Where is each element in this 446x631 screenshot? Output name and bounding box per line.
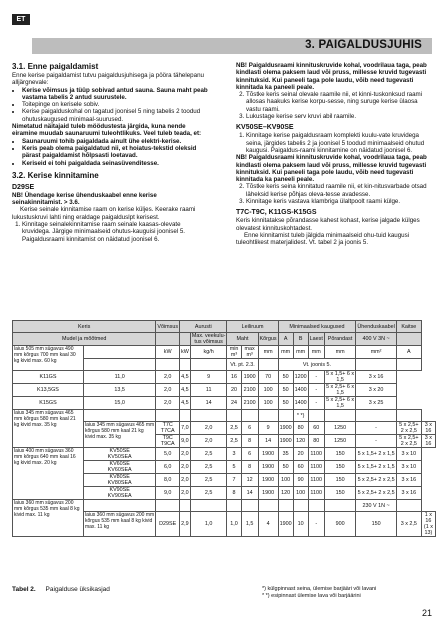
table-cell: [293, 500, 308, 512]
table-cell: 1,0: [227, 512, 241, 537]
table-cell: 80: [293, 422, 308, 435]
table-cell: 9: [258, 422, 278, 435]
table-cell: mm: [278, 346, 293, 359]
table-header: Mudel ja mõõtmed: [13, 333, 156, 346]
heading-t7c: T7C-T9C, K11GS-K15GS: [236, 209, 317, 217]
table-header: Kaitse: [396, 321, 421, 333]
table-cell: 2,0: [156, 384, 180, 397]
table-cell: 150: [324, 461, 356, 474]
list-item: 1. Kinnitage seinalekinnitamise raam seinale kaasas-olevate kruvidega. Järgige minimaalseid ohutus-kauguisi joonisel 5. Paigaldusraami kinnitamist on näidatud joonisel 6.: [22, 221, 208, 243]
table-cell: Vt. pt. 2.3.: [227, 359, 258, 371]
table-cell: 2,5: [190, 448, 227, 461]
table-cell: 150: [324, 448, 356, 461]
table-header: Aurusti: [180, 321, 227, 333]
table-cell: 2,5: [227, 435, 241, 448]
list-item: • Kerise paigalduskohal on tagatud joonisel 5 ning tabelis 2 toodud ohutuskaugused minimaal-suurused.: [22, 108, 208, 123]
checklist-1: [12, 87, 208, 123]
table-cell: 2100: [241, 384, 258, 397]
table-cell: 14: [190, 397, 227, 410]
table-cell: 50: [278, 371, 293, 384]
model-cell: KV80SE KV80SEA: [83, 474, 155, 487]
note: NB! Ühendage kerise ühenduskaabel enne kerise seinakinnitamist. > 3.6.: [12, 191, 157, 207]
table-cell: kW: [180, 346, 191, 359]
table-cell: 14: [258, 435, 278, 448]
table-header: Maht: [227, 333, 258, 346]
table-cell: [190, 359, 227, 371]
paragraph: Nimetatud näitajaid tuleb möödustesta järgida, kuna nende eiramine muudab saunaruumi tuleohtlikuks. Veel tuleb teada, et:: [12, 123, 202, 138]
table-cell: 2,5: [190, 461, 227, 474]
table-cell: * *): [293, 410, 308, 422]
group-dimensions: laius 400 mm sügavus 360 mm kõrgus 640 mm kaal 16 kg kivid max. 20 kg: [13, 448, 84, 500]
table-cell: 5 x 2,5+ 6 x 1,5: [326, 384, 355, 396]
table-cell: mm: [324, 346, 356, 359]
table-cell: 100: [293, 487, 308, 500]
note: NB! Paigaldusraami kinnituskruvide kohal, voodrilaua taga, peab kindlasti olema paksem laud või pruss, millesse kruvid tugevasti kinnituksid. Kui paneeli taga pole laudu, võib need tugevasti kinnitada ka paneeli peale.: [236, 62, 427, 91]
table-cell: [278, 410, 293, 422]
table-cell: mm: [308, 346, 324, 359]
model-cell: KV60SE KV60SEA: [83, 461, 155, 474]
steps-2-cont: [236, 183, 432, 205]
model-cell: K15GS: [13, 397, 84, 410]
table-cell: 7: [227, 474, 241, 487]
table-cell: [258, 359, 278, 371]
table-cell: mm: [258, 346, 278, 359]
table-cell: 50: [278, 461, 293, 474]
table-cell: 10: [293, 512, 308, 537]
table-cell: [324, 500, 356, 512]
table-cell: 3: [227, 448, 241, 461]
table-cell: 9: [190, 371, 227, 384]
table-cell: 120: [278, 487, 293, 500]
table-cell: 5 x 2,5+ 2 x 2,5: [396, 422, 421, 435]
table-cell: 900: [324, 512, 356, 537]
table-cell: kg/h: [190, 346, 227, 359]
table-cell: 150: [324, 474, 356, 487]
footnote: *) külgpinnast seina, ülemise barjääri või lavani: [262, 586, 377, 592]
group-dimensions: laius 360 mm sügavus 200 mm kõrgus 535 mm kaal 8 kg kivid max. 11 kg: [13, 500, 84, 537]
table-cell: 1100: [308, 474, 324, 487]
table-cell: 3 x 20: [356, 384, 396, 397]
table-caption: [12, 586, 110, 593]
table-cell: 2,9: [180, 512, 191, 537]
table-cell: 1200: [293, 371, 308, 384]
list-item: • Toitepinge on kerisele sobiv.: [22, 101, 208, 108]
table-cell: [396, 410, 421, 422]
table-row: [13, 397, 436, 410]
table-header: 400 V 3N ~: [356, 333, 396, 346]
table-cell: 6,0: [156, 461, 180, 474]
table-cell: 2,5: [190, 487, 227, 500]
table-cell: 11: [190, 384, 227, 397]
table-body: [13, 371, 436, 537]
table-cell: 6: [241, 422, 258, 435]
paragraph: Enne kinnitamist tuleb jälgida minimaalseid ohu-tuid kaugusi tuleohtlikest materjalidest. Vt. tabel 2 ja joonis 5.: [236, 231, 410, 247]
table-cell: 8: [241, 435, 258, 448]
table-cell: 90: [293, 474, 308, 487]
table-cell: -: [308, 397, 324, 410]
table-cell: 50: [278, 397, 293, 410]
table-header: Keris: [13, 321, 156, 333]
table-cell: 2100: [241, 397, 258, 410]
table-header: Ühenduskaabel: [356, 321, 396, 333]
table-cell: 1900: [258, 487, 278, 500]
table-header: Kõrgus: [258, 333, 278, 346]
list-item: 2. Tõstke keris seinal olevale raamile nii, et kinni-tuskonksud raami allosas haakuks kerise korpu-sesse, ning suruge kerise ülaosa vastu raami.: [246, 91, 432, 113]
language-tag: ET: [12, 14, 30, 25]
table-cell: [324, 410, 356, 422]
list-item: 3. Kinnitage keris vastava klambriga ülaltpoolt raami külge.: [246, 198, 432, 205]
table-cell: Vt. joonis 5.: [278, 359, 356, 371]
table-cell: 1900: [258, 448, 278, 461]
table-cell: 35: [278, 448, 293, 461]
table-cell: 3 x 2,5: [396, 512, 421, 537]
section-title: 3. PAIGALDUSJUHIS: [305, 39, 422, 51]
table-cell: 2,0: [180, 474, 191, 487]
heading-d29se: D29SE: [12, 183, 35, 191]
caption-text: Paigalduse üksikasjad: [45, 586, 110, 593]
table-cell: 2,5: [227, 422, 241, 435]
table-cell: 100: [258, 397, 278, 410]
table-cell: 7,0: [180, 422, 191, 435]
table-cell: 2,0: [156, 371, 180, 384]
table-cell: 5 x 1,5+ 2 x 1,5: [356, 461, 396, 474]
list-item: • Kerise võimsus ja tüüp sobivad antud sauna. Sauna maht peab vastama tabelis 2 antud suurustele.: [22, 87, 208, 102]
section-title-bar: [32, 38, 432, 54]
footnotes: [262, 586, 376, 600]
table-cell: -: [356, 435, 396, 448]
table-row: [13, 448, 436, 461]
list-item: 1. Kinnitage kerise paigaldusraam komplekti kuulu-vate kruvidega seina, järgides tabelis 2 ja joonisel 5 toodud minimaalseid ohutud kaugusi. Paigaldus-raami kinnitamine on näidatud joonisel 6.: [246, 132, 432, 154]
table-cell: [258, 500, 278, 512]
table-header: [156, 333, 180, 346]
table-cell: 1,0: [190, 512, 227, 537]
table-cell: 11,0: [83, 371, 155, 384]
paragraph: Keris kinnitatakse põrandasse kahest kohast, kerise jalgade külges olevatest kinnituskohtadest.: [236, 217, 420, 232]
table-cell: 15,0: [83, 397, 155, 410]
table-cell: -: [308, 371, 324, 384]
table-cell: [308, 410, 324, 422]
model-cell: KV90SE KV90SEA: [83, 487, 155, 500]
table-cell: [83, 410, 155, 422]
table-cell: 3 x 10: [396, 461, 421, 474]
table-cell: 4,5: [180, 371, 191, 384]
table-cell: 5 x 2,5+ 2 x 2,5: [356, 474, 396, 487]
table-cell: 5 x 1,5+ 6 x 1,5: [326, 371, 355, 383]
table-cell: 2,0: [180, 461, 191, 474]
steps-1: [12, 221, 208, 243]
checklist-2: [12, 138, 208, 167]
list-item: • Keris peab olema paigaldatud nii, et hoiatus-tekstid oleksid pärast paigaldamist hõlpsasti loetavad.: [22, 145, 208, 160]
right-column: [236, 62, 432, 247]
table-cell: [227, 410, 241, 422]
footnote: * *) esipinnast ülemise lava või barjäärini: [262, 593, 361, 599]
table-cell: 14: [241, 487, 258, 500]
table-cell: 3 x 16: [396, 487, 421, 500]
table-cell: 5,0: [156, 448, 180, 461]
table-cell: -: [308, 512, 324, 537]
table-cell: 120: [293, 435, 308, 448]
table-cell: [227, 500, 241, 512]
table-header: Minimaalsed kaugused: [278, 321, 356, 333]
model-cell: T9C T9CA: [156, 435, 180, 448]
note: NB! Paigaldusraami kinnituskruvide kohal, voodrilaua taga, peab kindlasti olema paksem laud või pruss, millesse kruvid tugevasti kinnituksid. Kui paneeli taga pole laudu, võib need tugevasti kinnitada ka paneeli peale.: [236, 154, 427, 184]
table-cell: 1900: [258, 474, 278, 487]
table-cell: 2,0: [190, 435, 227, 448]
steps-1-cont: [236, 91, 432, 120]
table-cell: 3 x 25: [356, 397, 396, 410]
table-cell: 1250: [324, 435, 356, 448]
list-item: • Keriseid ei tohi paigaldada seinasüvenditesse.: [22, 160, 208, 167]
caption-label: Tabel 2.: [12, 586, 36, 593]
table-cell: 3 x 16: [396, 474, 421, 487]
table-cell: 5 x 2,5+ 2 x 2,5: [396, 435, 421, 448]
table-cell: kW: [156, 346, 180, 359]
table-cell: [241, 500, 258, 512]
group-dimensions: laius 505 mm sügavus 490 mm kõrgus 700 mm kaal 30 kg kivid max. 60 kg: [13, 346, 84, 371]
table-cell: 150: [356, 512, 396, 537]
table-cell: [180, 359, 191, 371]
table-cell: [396, 359, 421, 371]
heading-3-1: 3.1. Enne paigaldamist: [12, 62, 99, 71]
table-cell: 1900: [241, 371, 258, 384]
table-header: Max. veekulu-tus võimsus: [191, 333, 226, 345]
table-cell: mm: [293, 346, 308, 359]
table-cell: 6: [241, 448, 258, 461]
steps-2: [236, 132, 432, 154]
table-cell: [356, 359, 396, 371]
table-header: Laest: [308, 333, 324, 346]
group-dimensions: laius 345 mm sügavus 465 mm kõrgus 580 mm kaal 21 kg kivid max. 35 kg: [83, 422, 155, 448]
table-header: Leiliruum: [227, 321, 278, 333]
table-cell: 2,0: [156, 397, 180, 410]
table-cell: 2,0: [190, 422, 227, 435]
specification-table: [12, 320, 436, 537]
table-cell: 1900: [278, 435, 293, 448]
table-cell: 8: [241, 461, 258, 474]
table-header: Põrandast: [324, 333, 356, 346]
table-cell: 13,5: [83, 384, 155, 397]
table-cell: mm²: [356, 346, 396, 359]
table-cell: 12: [241, 474, 258, 487]
table-cell: [156, 500, 180, 512]
table-cell: 1400: [293, 384, 308, 397]
table-cell: -: [308, 384, 324, 397]
table-cell: [83, 359, 155, 371]
table-header: Võimsus: [156, 321, 180, 333]
table-cell: 230 V 1N ~: [356, 500, 396, 512]
paragraph: Enne kerise paigaldamist tutvu paigaldusjuhisega ja pööra tähelepanu alljärgnevale:: [12, 72, 204, 87]
table-cell: 2,0: [180, 487, 191, 500]
table-cell: 1400: [293, 397, 308, 410]
paragraph: Kerise seinale kinnitamise raam on kerise küljes. Keerake raami lukustuskruvi lahti ning eraldage paigalduslpt kerisest.: [12, 206, 196, 221]
table-header: [180, 333, 191, 346]
table-cell: [241, 410, 258, 422]
table-header: B: [293, 333, 308, 346]
table-cell: 20: [293, 448, 308, 461]
model-cell: K11GS: [13, 371, 84, 384]
table-cell: 80: [308, 435, 324, 448]
list-item: • Saunaruumi tohib paigaldada ainult ühe elektri-kerise.: [22, 138, 208, 145]
table-cell: 5 x 2,5+ 6 x 1,5: [326, 397, 355, 409]
table-cell: 24: [227, 397, 241, 410]
table-cell: 8,0: [156, 474, 180, 487]
table-row: [13, 384, 436, 397]
table-cell: -: [356, 422, 396, 435]
table-cell: [180, 500, 191, 512]
table-cell: 1,5: [241, 512, 258, 537]
model-cell: T7C T7CA: [156, 422, 180, 435]
table-cell: A: [396, 346, 421, 359]
table-cell: 4,5: [180, 384, 191, 397]
model-cell: K13,5GS: [13, 384, 84, 397]
heading-kv50se: KV50SE–KV90SE: [236, 124, 294, 132]
table-cell: 8: [227, 487, 241, 500]
table-cell: [396, 500, 421, 512]
table-cell: min m³: [227, 346, 241, 359]
table-cell: 20: [227, 384, 241, 397]
table-cell: 60: [293, 461, 308, 474]
table-row: [13, 500, 436, 512]
table-cell: 1900: [278, 422, 293, 435]
table-cell: 150: [324, 487, 356, 500]
table-cell: [190, 410, 227, 422]
table-cell: 60: [308, 422, 324, 435]
table-cell: [83, 500, 155, 512]
table-cell: 9,0: [180, 435, 191, 448]
table-cell: 4: [258, 512, 278, 537]
table-cell: max m³: [241, 346, 258, 359]
group-dimensions: laius 360 mm sügavus 200 mm kõrgus 535 mm kaal 8 kg kivid max. 11 kg: [83, 512, 155, 537]
table-cell: 1 x 16 (1 x 13): [421, 512, 435, 537]
page-number: 21: [421, 608, 432, 618]
table-cell: 1250: [324, 422, 356, 435]
table-cell: 5: [227, 461, 241, 474]
table-cell: 100: [278, 474, 293, 487]
table-cell: 4,5: [180, 397, 191, 410]
table-cell: 3 x 16: [356, 371, 396, 384]
heading-3-2: 3.2. Kerise kinnitamine: [12, 170, 99, 180]
table-cell: 3 x 10: [396, 448, 421, 461]
group-dimensions: laius 345 mm sügavus 465 mm kõrgus 580 mm kaal 21 kg kivid max. 35 kg: [13, 410, 84, 448]
table-cell: 1900: [258, 461, 278, 474]
table-cell: 1900: [278, 512, 293, 537]
table-cell: [258, 410, 278, 422]
table-cell: [356, 410, 396, 422]
table-cell: 5 x 1,5+ 2 x 1,5: [356, 448, 396, 461]
table-cell: [180, 410, 191, 422]
table-cell: 3 x 16: [421, 422, 435, 435]
table-row: [13, 410, 436, 422]
table-cell: 100: [258, 384, 278, 397]
table-cell: [278, 500, 293, 512]
model-cell: D29SE: [156, 512, 180, 537]
table-cell: 16: [227, 371, 241, 384]
table-cell: [308, 500, 324, 512]
table-cell: [156, 410, 180, 422]
table-cell: 3 x 16: [421, 435, 435, 448]
table-cell: [83, 346, 155, 359]
list-item: 3. Lukustage kerise serv kruvi abil raamile.: [246, 113, 432, 120]
table-header: [396, 333, 421, 346]
table-cell: [156, 359, 180, 371]
left-column: [12, 62, 208, 243]
table-cell: 1100: [308, 461, 324, 474]
list-item: 2. Tõstke keris seina kinnitatud raamile nii, et kin-nitusvarbade otsad läheksid kerise põhjas oleva-tesse avadesse.: [246, 183, 432, 198]
table-cell: 9,0: [156, 487, 180, 500]
table-header: A: [278, 333, 293, 346]
table-cell: 50: [278, 384, 293, 397]
table-cell: [190, 500, 227, 512]
table-row: [13, 371, 436, 384]
table-cell: 2,0: [180, 448, 191, 461]
table-cell: 1100: [308, 448, 324, 461]
table-cell: 1100: [308, 487, 324, 500]
table-cell: 5 x 2,5+ 2 x 2,5: [356, 487, 396, 500]
model-cell: KV50SE KV50SEA: [83, 448, 155, 461]
table-cell: 2,5: [190, 474, 227, 487]
table-cell: 70: [258, 371, 278, 384]
